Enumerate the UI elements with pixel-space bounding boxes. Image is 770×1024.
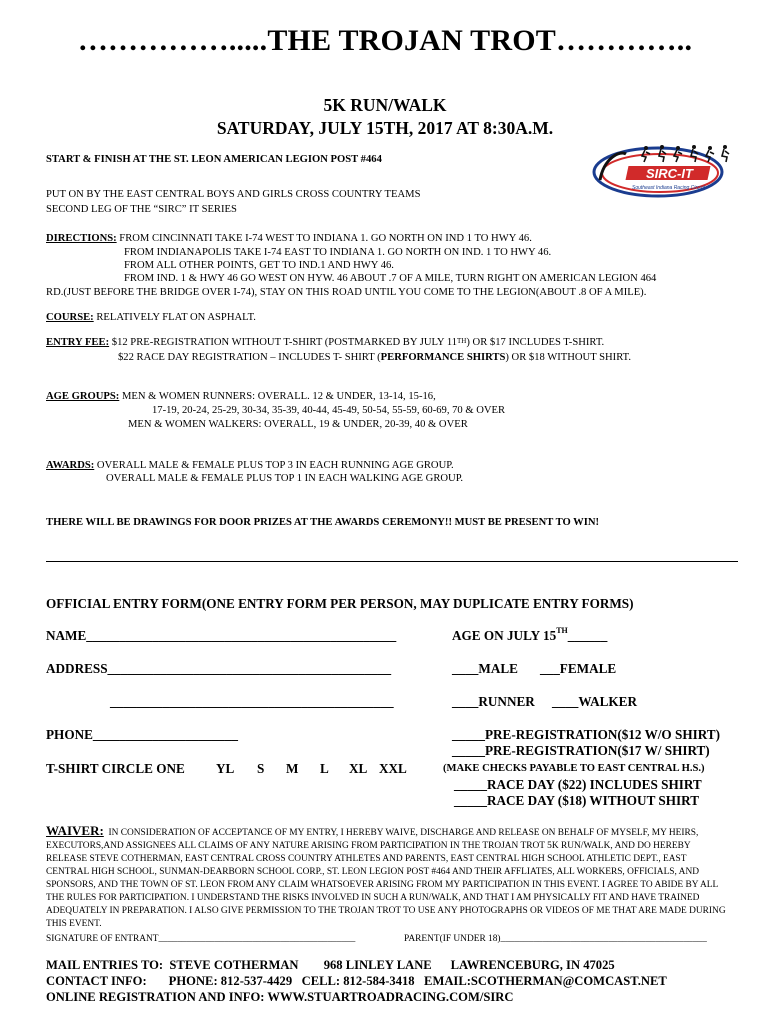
awards-label: AWARDS: <box>46 460 95 471</box>
logo-subtext: Southeast Indiana Racing Circuit <box>632 185 705 191</box>
put-on-by-line-2: SECOND LEG OF THE “SIRC” IT SERIES <box>46 204 237 215</box>
address-line-2-field[interactable]: ___________________________________________ <box>110 694 394 709</box>
signature-parent-field[interactable]: PARENT(IF UNDER 18)____________________________________________ <box>404 934 707 944</box>
size-xxl[interactable]: XXL <box>379 761 407 776</box>
mail-entries: MAIL ENTRIES TO: STEVE COTHERMAN 968 LINLEY LANE LAWRENCEBURG, IN 47025 <box>46 958 615 972</box>
course: COURSE: RELATIVELY FLAT ON ASPHALT. <box>46 312 256 323</box>
directions-line-2: FROM INDIANAPOLIS TAKE I-74 EAST TO INDIANA 1. GO NORTH ON IND. 1 TO HWY 46. <box>124 247 552 258</box>
contact-info: CONTACT INFO: PHONE: 812-537-4429 CELL: 812-584-3418 EMAIL:SCOTHERMAN@COMCAST.NET <box>46 974 667 988</box>
age-groups-line-1: AGE GROUPS: MEN & WOMEN RUNNERS: OVERALL. 12 & UNDER, 13-14, 15-16, <box>46 391 436 402</box>
waiver-label: WAIVER: <box>46 823 104 838</box>
signature-entrant-field[interactable]: SIGNATURE OF ENTRANT__________________________________________ <box>46 934 356 944</box>
race-day-18-option[interactable]: _____RACE DAY ($18) WITHOUT SHIRT <box>454 793 700 808</box>
tshirt-label: T-SHIRT CIRCLE ONE <box>46 761 185 776</box>
directions-label: DIRECTIONS: <box>46 233 117 244</box>
phone-field[interactable]: PHONE______________________ <box>46 727 238 742</box>
female-option[interactable]: ___FEMALE <box>540 661 617 676</box>
race-day-22-option[interactable]: _____RACE DAY ($22) INCLUDES SHIRT <box>454 777 702 792</box>
age-groups-line-2: 17-19, 20-24, 25-29, 30-34, 35-39, 40-44, 45-49, 50-54, 55-59, 60-69, 70 & OVER <box>152 405 506 416</box>
age-groups-label: AGE GROUPS: <box>46 391 120 402</box>
size-l[interactable]: L <box>320 761 329 776</box>
entry-form-heading: OFFICIAL ENTRY FORM(ONE ENTRY FORM PER PERSON, MAY DUPLICATE ENTRY FORMS) <box>46 596 634 611</box>
event-type: 5K RUN/WALK <box>323 95 447 115</box>
divider <box>46 561 738 562</box>
male-option[interactable]: ____MALE <box>452 661 518 676</box>
size-s[interactable]: S <box>257 761 265 776</box>
runner-option[interactable]: ____RUNNER <box>452 694 535 709</box>
online-registration: ONLINE REGISTRATION AND INFO: WWW.STUARTROADRACING.COM/SIRC <box>46 990 514 1004</box>
page-title: …………….....THE TROJAN TROT………….. <box>77 24 693 57</box>
name-field[interactable]: NAME_______________________________________________ <box>46 628 397 643</box>
put-on-by-line-1: PUT ON BY THE EAST CENTRAL BOYS AND GIRLS CROSS COUNTRY TEAMS <box>46 189 421 200</box>
size-m[interactable]: M <box>286 761 299 776</box>
entry-fee-line-1: ENTRY FEE: $12 PRE-REGISTRATION WITHOUT T-SHIRT (POSTMARKED BY JULY 11TH) OR $17 INCLUDES T-SHIRT. <box>46 337 605 348</box>
logo-text: SIRC-IT <box>646 166 693 181</box>
entry-fee-line-2: $22 RACE DAY REGISTRATION – INCLUDES T- SHIRT (PERFORMANCE SHIRTS) OR $18 WITHOUT SHIRT. <box>118 352 631 363</box>
entry-fee-label: ENTRY FEE: <box>46 337 110 348</box>
directions-line-4: FROM IND. 1 & HWY 46 GO WEST ON HYW. 46 ABOUT .7 OF A MILE, TURN RIGHT ON AMERICAN LEGION 464 <box>124 273 657 284</box>
course-label: COURSE: <box>46 312 94 323</box>
directions-line-5: RD.(JUST BEFORE THE BRIDGE OVER I-74), STAY ON THIS ROAD UNTIL YOU COME TO THE LEGION(ABOUT .8 OF A MILE). <box>46 287 647 298</box>
waiver-text: IN CONSIDERATION OF ACCEPTANCE OF MY ENTRY, I HEREBY WAIVE, DISCHARGE AND RELEASE ON BEHALF OF MYSELF, MY HEIRS, EXECUTORS,AND ASSIGNEES ALL CLAIMS OF ANY NATURE ARISING FROM PARTICIPATION IN THE TROJAN TROT 5K RUN/WALK, AND DO HEREBY RELEASE STEVE COTHERMAN, EAST CENTRAL CROSS COUNTRY ATHLETES AND PARENTS, EAST CENTRAL HIGH SCHOOL ATHLETIC DEPT., EAST CENTRAL HIGH SCHOOL, SUNMAN-DEARBORN SCHOOL CORP., ST. LEON LEGION POST #464 AND THEIR AFFLIATES, ALL WORKERS, OFFICIALS, AND SPONSORS, AND THE TOWN OF ST. LEON FROM ANY CLAIM WHATSOEVER ARISING FROM MY PARTICIPATION IN THIS EVENT. I AGREE TO ABIDE BY ALL THE RULES FOR PARTICIPATION. I UNDERSTAND THE RISKS INVOLVED IN SUCH A RUN/WALK, AND THAT I AM PHYSICALLY FIT AND HAVE TRAINED ADEQUATELY IN PREPARATION. I ALSO GIVE PERMISSION TO THE TROJAN TROT TO USE ANY PHOTOGRAPHS OR VIDEOS OF ME THAT ARE MADE DURING THIS EVENT. <box>46 828 726 929</box>
awards-line-1: AWARDS: OVERALL MALE & FEMALE PLUS TOP 3 IN EACH RUNNING AGE GROUP. <box>46 460 454 471</box>
pre-registration-12-option[interactable]: _____PRE-REGISTRATION($12 W/O SHIRT) <box>452 727 720 742</box>
event-date: SATURDAY, JULY 15TH, 2017 AT 8:30A.M. <box>216 118 554 138</box>
directions-line-3: FROM ALL OTHER POINTS, GET TO IND.1 AND HWY 46. <box>124 260 394 271</box>
sirc-it-runners-logo-icon <box>590 140 740 200</box>
door-prizes-notice: THERE WILL BE DRAWINGS FOR DOOR PRIZES AT THE AWARDS CEREMONY!! MUST BE PRESENT TO WIN! <box>46 517 600 528</box>
directions-line-1: DIRECTIONS: FROM CINCINNATI TAKE I-74 WEST TO INDIANA 1. GO NORTH ON IND 1 TO HWY 46. <box>46 233 532 244</box>
walker-option[interactable]: ____WALKER <box>552 694 637 709</box>
start-finish: START & FINISH AT THE ST. LEON AMERICAN LEGION POST #464 <box>46 154 382 165</box>
pre-registration-17-option[interactable]: _____PRE-REGISTRATION($17 W/ SHIRT) <box>452 743 710 758</box>
age-groups-line-3: MEN & WOMEN WALKERS: OVERALL, 19 & UNDER, 20-39, 40 & OVER <box>128 419 468 430</box>
size-xl[interactable]: XL <box>349 761 368 776</box>
checks-payable-note: (MAKE CHECKS PAYABLE TO EAST CENTRAL H.S.) <box>443 763 705 774</box>
sirc-it-logo <box>590 140 740 200</box>
age-field[interactable]: AGE ON JULY 15TH______ <box>452 626 608 643</box>
address-field[interactable]: ADDRESS___________________________________________ <box>46 661 392 676</box>
size-yl[interactable]: YL <box>216 761 235 776</box>
waiver <box>46 824 726 931</box>
awards-line-2: OVERALL MALE & FEMALE PLUS TOP 1 IN EACH WALKING AGE GROUP. <box>106 473 464 484</box>
